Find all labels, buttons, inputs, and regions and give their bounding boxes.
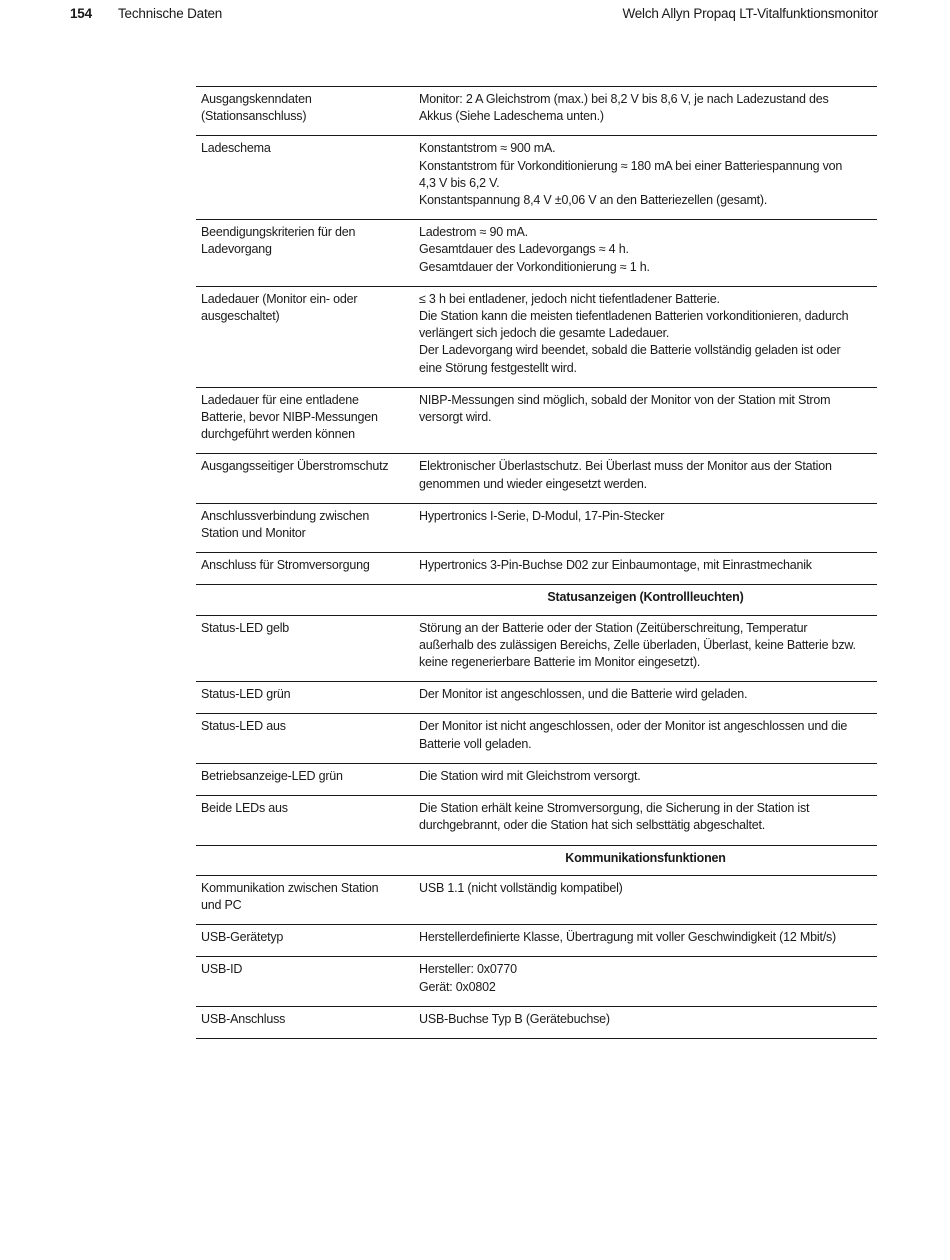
value-text: USB-Buchse Typ B (Gerätebuchse) <box>419 1011 610 1026</box>
param-cell <box>196 763 414 795</box>
spec-row <box>196 875 877 924</box>
param-text: Anschlussverbindung zwischen <box>201 508 370 523</box>
param-text: Station und Monitor <box>201 526 306 541</box>
spec-row <box>196 87 877 136</box>
param-text: USB-Anschluss <box>201 1011 286 1026</box>
spec-row <box>196 957 877 1006</box>
value-cell <box>414 387 877 454</box>
param-cell <box>196 387 414 454</box>
value-text: Hersteller: 0x0770 <box>419 962 517 977</box>
spec-row <box>196 925 877 957</box>
section-spacer <box>196 585 414 615</box>
value-text: Akkus (Siehe Ladeschema unten.) <box>419 109 604 124</box>
param-cell <box>196 87 414 136</box>
document-title: Welch Allyn Propaq LT-Vitalfunktionsmonitor <box>622 6 878 21</box>
value-text: Konstantspannung 8,4 V ±0,06 V an den Batteriezellen (gesamt). <box>419 193 768 208</box>
param-text: Anschluss für Stromversorgung <box>201 558 370 573</box>
value-text: Gesamtdauer des Ladevorgangs ≈ 4 h. <box>419 242 629 257</box>
value-cell <box>414 763 877 795</box>
value-text: Monitor: 2 A Gleichstrom (max.) bei 8,2 V bis 8,6 V, je nach Ladezustand des <box>419 92 829 106</box>
spec-row <box>196 286 877 387</box>
page-number: 154 <box>70 6 92 21</box>
value-cell <box>414 503 877 552</box>
spec-row <box>196 387 877 454</box>
value-text: Konstantstrom für Vorkonditionierung ≈ 180 mA bei einer Batteriespannung von <box>419 158 843 173</box>
spec-row <box>196 454 877 503</box>
value-text: NIBP-Messungen sind möglich, sobald der Monitor von der Station mit Strom <box>419 392 831 407</box>
param-text: Status-LED aus <box>201 719 286 734</box>
param-cell <box>196 503 414 552</box>
value-text: Der Ladevorgang wird beendet, sobald die Batterie vollständig geladen ist oder <box>419 343 841 358</box>
value-text: Elektronischer Überlastschutz. Bei Überlast muss der Monitor aus der Station <box>419 459 832 474</box>
param-cell <box>196 796 414 845</box>
spec-row <box>196 220 877 287</box>
value-text: durchgebrannt, oder die Station hat sich selbsttätig abgeschaltet. <box>419 818 766 833</box>
param-cell <box>196 220 414 287</box>
spec-row <box>196 714 877 763</box>
param-cell <box>196 615 414 682</box>
value-text: versorgt wird. <box>419 410 492 425</box>
spec-row <box>196 1006 877 1038</box>
value-text: Gesamtdauer der Vorkonditionierung ≈ 1 h. <box>419 259 650 274</box>
param-text: Status-LED grün <box>201 687 291 702</box>
value-text: Gerät: 0x0802 <box>419 979 496 994</box>
page-header <box>70 6 878 24</box>
spec-row <box>196 553 877 585</box>
value-cell <box>414 875 877 924</box>
param-cell <box>196 875 414 924</box>
param-text: ausgeschaltet) <box>201 309 280 324</box>
value-text: außerhalb des zulässigen Bereichs, Zelle überladen, Überlast, keine Batterie bzw. <box>419 637 856 652</box>
spec-row <box>196 796 877 845</box>
value-cell <box>414 796 877 845</box>
section-heading: Kommunikationsfunktionen <box>565 850 726 865</box>
value-text: Hypertronics 3-Pin-Buchse D02 zur Einbaumontage, mit Einrastmechanik <box>419 558 812 573</box>
value-text: verlängert sich jedoch die gesamte Ladedauer. <box>419 326 670 341</box>
param-text: (Stationsanschluss) <box>201 109 307 124</box>
param-text: Kommunikation zwischen Station <box>201 880 379 895</box>
value-cell <box>414 615 877 682</box>
value-text: ≤ 3 h bei entladener, jedoch nicht tiefentladener Batterie. <box>419 291 720 306</box>
value-cell <box>414 1006 877 1038</box>
param-text: USB-ID <box>201 962 243 977</box>
value-cell <box>414 682 877 714</box>
param-text: Ladedauer für eine entladene <box>201 392 359 407</box>
param-cell <box>196 925 414 957</box>
param-text: Beide LEDs aus <box>201 801 288 816</box>
value-text: 4,3 V bis 6,2 V. <box>419 175 500 190</box>
param-text: Batterie, bevor NIBP-Messungen <box>201 410 378 425</box>
value-text: Ladestrom ≈ 90 mA. <box>419 225 528 240</box>
section-row <box>196 585 877 615</box>
param-text: durchgeführt werden können <box>201 427 355 442</box>
value-text: keine regenerierbare Batterie im Monitor eingesetzt). <box>419 655 701 670</box>
value-text: USB 1.1 (nicht vollständig kompatibel) <box>419 880 623 895</box>
value-text: Herstellerdefinierte Klasse, Übertragung mit voller Geschwindigkeit (12 Mbit/s) <box>419 930 837 945</box>
spec-table <box>196 86 877 1039</box>
section-row <box>196 845 877 875</box>
param-text: Status-LED gelb <box>201 620 290 635</box>
value-cell <box>414 220 877 287</box>
value-cell <box>414 87 877 136</box>
param-text: USB-Gerätetyp <box>201 930 284 945</box>
spec-row <box>196 615 877 682</box>
value-cell <box>414 136 877 220</box>
param-text: Betriebsanzeige-LED grün <box>201 768 343 783</box>
param-cell <box>196 286 414 387</box>
value-text: genommen und wieder eingesetzt werden. <box>419 476 647 491</box>
spec-table-body <box>196 87 877 1039</box>
value-text: Der Monitor ist angeschlossen, und die Batterie wird geladen. <box>419 687 748 702</box>
value-text: Konstantstrom ≈ 900 mA. <box>419 141 556 156</box>
value-text: Der Monitor ist nicht angeschlossen, oder der Monitor ist angeschlossen und die <box>419 719 848 734</box>
param-cell <box>196 714 414 763</box>
param-cell <box>196 136 414 220</box>
spec-row <box>196 503 877 552</box>
param-text: Ausgangskenndaten <box>201 92 312 106</box>
value-cell <box>414 454 877 503</box>
param-cell <box>196 553 414 585</box>
spec-row <box>196 763 877 795</box>
param-text: Ladedauer (Monitor ein- oder <box>201 291 358 306</box>
value-text: Die Station kann die meisten tiefentladenen Batterien vorkonditionieren, dadurch <box>419 309 849 324</box>
spec-row <box>196 136 877 220</box>
value-cell <box>414 957 877 1006</box>
value-text: Störung an der Batterie oder der Station (Zeitüberschreitung, Temperatur <box>419 620 808 635</box>
value-cell <box>414 286 877 387</box>
value-cell <box>414 714 877 763</box>
param-cell <box>196 682 414 714</box>
spec-row <box>196 682 877 714</box>
value-text: Batterie voll geladen. <box>419 736 532 751</box>
section-title: Technische Daten <box>118 6 223 21</box>
value-cell <box>414 925 877 957</box>
section-spacer <box>196 845 414 875</box>
param-text: Ladeschema <box>201 141 271 156</box>
value-text: Hypertronics I-Serie, D-Modul, 17-Pin-Stecker <box>419 508 665 523</box>
section-heading: Statusanzeigen (Kontrollleuchten) <box>547 590 744 605</box>
param-text: Ladevorgang <box>201 242 272 257</box>
param-cell <box>196 957 414 1006</box>
value-text: Die Station wird mit Gleichstrom versorgt. <box>419 768 641 783</box>
value-cell <box>414 553 877 585</box>
param-cell <box>196 454 414 503</box>
param-text: Ausgangsseitiger Überstromschutz <box>201 459 389 474</box>
param-text: Beendigungskriterien für den <box>201 225 356 240</box>
param-cell <box>196 1006 414 1038</box>
value-text: eine Störung festgestellt wird. <box>419 360 577 375</box>
value-text: Die Station erhält keine Stromversorgung, die Sicherung in der Station ist <box>419 801 810 816</box>
param-text: und PC <box>201 897 242 912</box>
